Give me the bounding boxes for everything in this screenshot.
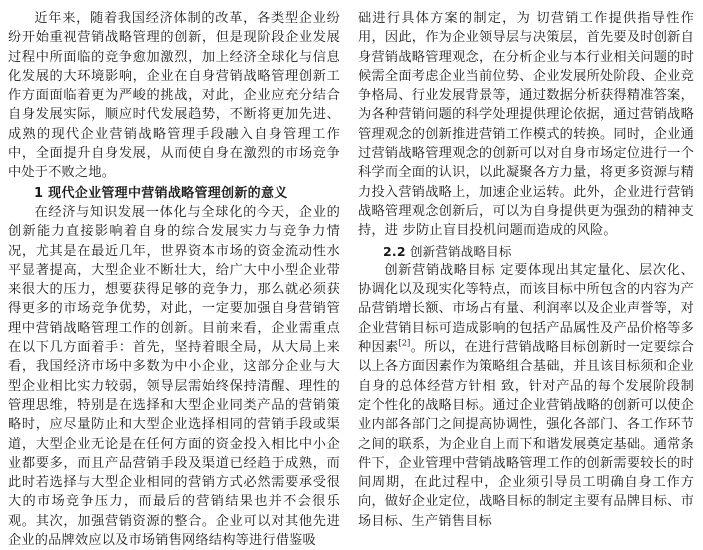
paragraph-text-b: 。所以，在进行营销战略目标创新时一定要综合以上各方面因素作为策略组合基础，并且该目标须和企业自身的总体经营方针相 致，针对产品的每个发展阶段制定个性化的战略目标。通过企业营销战略的创新可以使企业内部各部门之间提高协调性，强化各部门、各工作环节之间的联系，为企业自上而下和谐发展奠定基础。通常条件下，企业管理中营销战略管理工作的创新需要较长的时间周期，在此过程中，企业须引导员工明确自身工作方向，做好企业定位，战略目标的制定主要有品牌目标、市场目标、生产销售目标 bbox=[358, 340, 694, 529]
paragraph-text-a: 创新营销战略目标 定要体现出其定量化、层次化、协调化以及现实化等特点，而该目标中所包含的内容为产品营销增长额、市场占有量、利润率以及企业声誉等，对企业营销目标可造成影响的包括产品属性及产品价格等多种因素 bbox=[358, 262, 694, 356]
right-column bbox=[358, 9, 694, 531]
heading-number: 2.2 bbox=[383, 243, 406, 259]
left-column bbox=[8, 9, 340, 550]
section-heading-2-2 bbox=[358, 242, 694, 261]
section-2-2-paragraph bbox=[358, 261, 694, 531]
citation-ref: [2] bbox=[398, 338, 411, 348]
intro-paragraph: 近年来，随着我国经济体制的改革，各类型企业纷纷开始重视营销战略管理的创新，但是现阶段企业发展过程中所面临的竞争愈加激烈，加上经济全球化与信息化发展的大环境影响，企业在自身营销战略管理创新工作方面面临着更为严峻的挑战，对此，企业应充分结合自身发展实际，顺应时代发展趋势，不断将更加先进、成熟的现代企业营销战略管理手段融入自身管理工作中，全面提升自身发展，从而使自身在激烈的市场竞争中处于不败之地。 bbox=[8, 11, 340, 181]
section-1-paragraph: 在经济与知识发展一体化与全球化的今天，企业的创新能力直接影响着自身的综合发展实力与竞争力情况，尤其是在最近几年，世界资本市场的资金流动性水平显著提高，大型企业不断壮大，给广大中小型企业带来很大的压力，想要获得足够的竞争力，那么就必须获得更多的市场竞争优势，对此，一定要加强自身营销管理中营销战略管理工作的创新。目前来看，企业需重点在以下几方面着手：首先，坚持着眼全局，从大局上来看，我国经济市场中多数为中小企业，这部分企业与大型企业相比实力较弱，领导层需始终保持清醒、理性的管理思维，特别是在选择和大型企业同类产品的营销策略时，应尽量防止和大型企业选择相同的营销手段或渠道，大型企业无论是在任何方面的资金投入相比中小企业都要多，而且产品营销手段及渠道已经趋于成熟，而此时若选择与大型企业相同的营销方式必然需要承受很大的市场竞争压力，而最后的营销结果也并不会很乐观。其次，加强营销资源的整合。企业可以对其他先进企业的品牌效应以及市场销售网络结构等进行借鉴吸 bbox=[8, 204, 340, 549]
section-heading-1: 1 现代企业管理中营销战略管理创新的意义 bbox=[34, 185, 288, 201]
continued-paragraph: 础进行具体方案的制定，为 切营销工作提供指导性作用，因此，作为企业领导层与决策层，首先要及时创新自身营销战略管理观念，在分析企业与本行业相关问题的时候需全面考虑企业当前位势、企业发展所处阶段、企业竞争格局、行业发展背景等，通过数据分析获得精准答案，为各种营销问题的科学处理提供理论依据，通过营销战略管理观念的创新推进营销工作模式的转换。同时，企业通过营销战略管理观念的创新可以对自身市场定位进行一个科学而全面的认识，以此凝聚各方力量，将更多资源与精力投入营销战略上，加速企业运转。此外，企业进行营销战略管理观念创新后，可以为自身提供更为强劲的精神支持，进 步防止盲目投机问题而造成的风险。 bbox=[358, 11, 694, 239]
heading-text: 创新营销战略目标 bbox=[409, 243, 512, 259]
